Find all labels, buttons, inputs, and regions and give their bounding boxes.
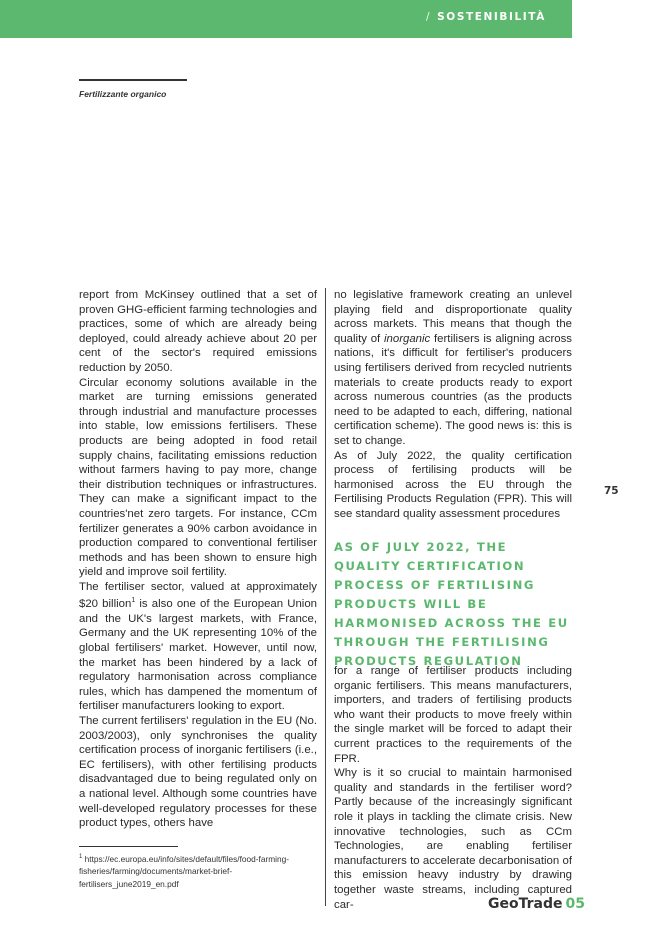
column-divider [325,288,326,906]
paragraph: Why is it so crucial to maintain harmonised quality and standards in the fertiliser word? Partly because of the increasingly significant role it plays in tackling the climate crisis. New innovative technologies, such as CCm Technologies, are enabling fertiliser manufacturers to accelerate decarbonisation of this emission heavy industry by drawing together waste streams, including captured car- [334,767,572,911]
emphasis: inorganic [384,332,431,345]
caption-rule [79,79,187,81]
paragraph: report from McKinsey outlined that a set of proven GHG-efficient farming technologies and practices, some of which are already being deployed, could already achieve about 20 per cent of the sector's required emissions reduction by 2050. [79,289,317,374]
section-slash: / [425,11,432,23]
paragraph: no legislative framework creating an unlevel playing field and disproportionate quality across markets. This means that though the quality of inorganic fertilisers is aligning across nations, it's difficult for fertiliser's producers using fertilisers derived from recycled nutrients materials to create products ready to export across numerous countries (as the products need to be adapted to each, differing, national certification scheme). The good news is: this is set to change. [334,289,572,447]
page-number: 75 [604,485,619,497]
pull-quote: AS OF JULY 2022, THE QUALITY CERTIFICATION PROCESS OF FERTILISING PRODUCTS WILL BE HARMONISED ACROSS THE EU THROUGH THE FERTILISING PRODUCTS REGULATION [334,540,569,668]
right-column-bottom [334,664,572,914]
footnote-ref[interactable]: 1 [131,597,136,605]
footnote-rule [79,846,178,847]
footer-brand [488,896,585,912]
section-header-bar [0,0,572,38]
image-caption: Fertilizzante organico [79,89,167,99]
section-title: SOSTENIBILITÀ [437,11,546,23]
paragraph: The fertiliser sector, valued at approximately $20 billion$^1$ is also one of the European Union and the UK's largest markets, with France, Germany and the UK representing 10% of the global fertilisers' market. However, until now, the market has been hindered by a lack of regulatory harmonisation across compliance rules, which has dampened the momentum of fertiliser manufacturers looking to export. [79,580,317,713]
footnote-marker: 1 [79,854,83,860]
paragraph: As of July 2022, the quality certification process of fertilising products will be harmonised across the EU through the Fertilising Products Regulation (FPR). This will see standard quality assessment procedures [334,449,572,520]
paragraph: for a range of fertiliser products including organic fertilisers. This means manufacturers, importers, and traders of fertilising products who want their products to move freely within the single market will be forced to adapt their current practices to the requirements of the FPR. [334,665,572,765]
paragraph: Circular economy solutions available in the market are turning emissions generated through industrial and manufacture processes into stable, low emissions fertilisers. These products are being adopted in food retail supply chains, facilitating emissions reduction without farmers having to pay more, change their distribution techniques or infrastructures. They can make a significant impact to the countries'net zero targets. For instance, CCm fertilizer generates a 90% carbon avoidance in production compared to conventional fertiliser methods and has been shown to ensure high yield and improve soil fertility. [79,376,317,579]
left-column [79,288,317,836]
paragraph: The current fertilisers' regulation in the EU (No. 2003/2003), only synchronises the quality certification process of inorganic fertilisers (i.e., EC fertilisers), with other fertilising products disadvantaged due to being regulated only on a national level. Although some countries have well-developed regulatory processes for these product types, others have [79,715,317,830]
issue-number: 05 [565,896,585,912]
right-column-top [334,288,572,522]
footnote [79,851,319,890]
footnote-link[interactable]: https://ec.europa.eu/info/sites/default/files/food-farming-fisheries/farming/documents/market-brief-fertilisers_june2019_en.pdf [79,853,289,889]
section-label [426,11,546,23]
brand-name: GeoTrade [488,896,563,912]
